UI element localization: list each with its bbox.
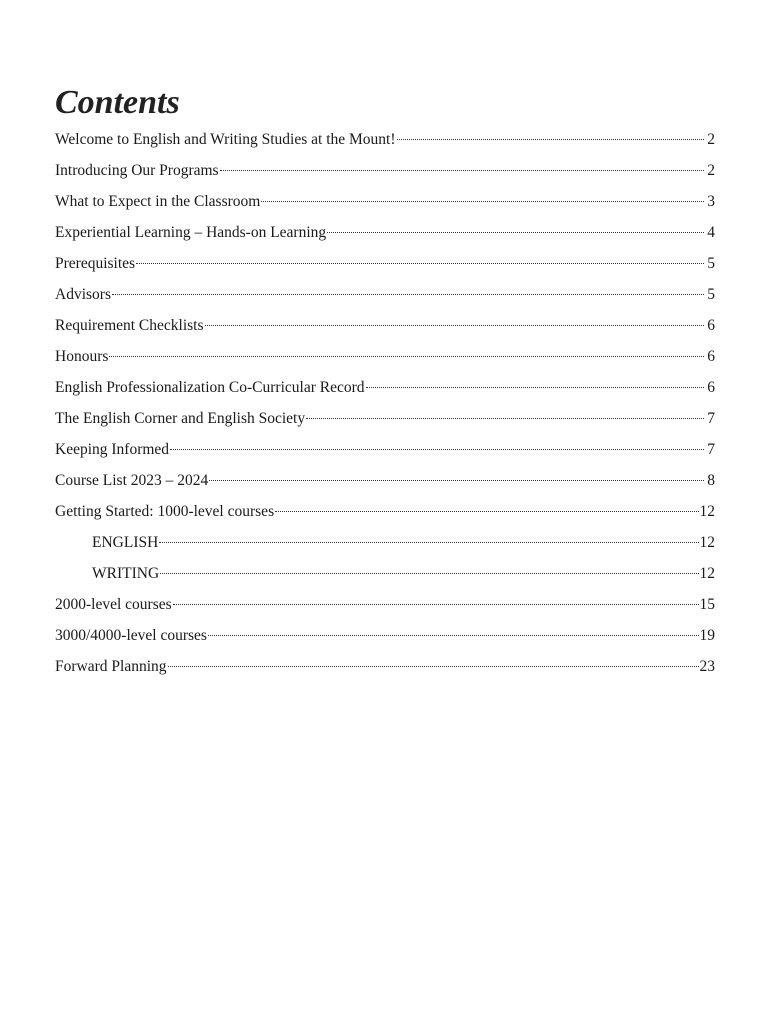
toc-dot-leader	[261, 201, 704, 202]
toc-page-number: 23	[699, 658, 715, 675]
toc-entry[interactable]	[55, 527, 715, 558]
toc-entry[interactable]	[55, 217, 715, 248]
toc-entry[interactable]	[55, 465, 715, 496]
toc-entry-title: ENGLISH	[92, 534, 159, 551]
toc-dot-leader	[160, 573, 698, 574]
toc-page-number: 4	[707, 224, 715, 241]
toc-page-number: 7	[707, 410, 715, 427]
contents-heading: Contents	[55, 84, 180, 121]
toc-dot-leader	[205, 325, 704, 326]
toc-entry[interactable]	[55, 341, 715, 372]
toc-page-number: 19	[699, 627, 715, 644]
toc-page-number: 12	[699, 565, 715, 582]
toc-dot-leader	[109, 356, 704, 357]
toc-page-number: 8	[707, 472, 715, 489]
toc-page-number: 6	[707, 317, 715, 334]
toc-entry-title: The English Corner and English Society	[55, 410, 306, 427]
toc-dot-leader	[208, 635, 699, 636]
toc-dot-leader	[173, 604, 699, 605]
toc-page-number: 6	[707, 379, 715, 396]
toc-page-number: 5	[707, 255, 715, 272]
toc-entry-title: Requirement Checklists	[55, 317, 204, 334]
toc-page-number: 12	[699, 534, 715, 551]
toc-page-number: 6	[707, 348, 715, 365]
toc-entry-title: Getting Started: 1000-level courses	[55, 503, 275, 520]
toc-entry[interactable]	[55, 434, 715, 465]
toc-entry-title: English Professionalization Co-Curricular Record	[55, 379, 365, 396]
toc-entry-title: What to Expect in the Classroom	[55, 193, 261, 210]
toc-entry-title: Course List 2023 – 2024	[55, 472, 209, 489]
toc-page-number: 15	[699, 596, 715, 613]
toc-dot-leader	[220, 170, 704, 171]
toc-entry[interactable]	[55, 155, 715, 186]
toc-entry[interactable]	[55, 248, 715, 279]
toc-dot-leader	[112, 294, 704, 295]
toc-dot-leader	[327, 232, 704, 233]
toc-page-number: 12	[699, 503, 715, 520]
toc-page-number: 3	[707, 193, 715, 210]
toc-entry[interactable]	[55, 186, 715, 217]
table-of-contents	[55, 124, 715, 682]
toc-dot-leader	[397, 139, 704, 140]
toc-dot-leader	[170, 449, 704, 450]
toc-entry-title: Honours	[55, 348, 109, 365]
toc-entry[interactable]	[55, 124, 715, 155]
toc-entry[interactable]	[55, 496, 715, 527]
toc-entry[interactable]	[55, 651, 715, 682]
toc-dot-leader	[136, 263, 704, 264]
toc-entry-title: Experiential Learning – Hands-on Learning	[55, 224, 327, 241]
toc-entry[interactable]	[55, 279, 715, 310]
toc-page-number: 2	[707, 131, 715, 148]
toc-entry[interactable]	[55, 372, 715, 403]
toc-dot-leader	[275, 511, 698, 512]
toc-entry[interactable]	[55, 558, 715, 589]
toc-page-number: 7	[707, 441, 715, 458]
toc-entry-title: 2000-level courses	[55, 596, 172, 613]
toc-entry-title: Prerequisites	[55, 255, 136, 272]
toc-entry-title: Forward Planning	[55, 658, 167, 675]
toc-page-number: 5	[707, 286, 715, 303]
toc-entry-title: Introducing Our Programs	[55, 162, 219, 179]
toc-entry-title: Keeping Informed	[55, 441, 170, 458]
toc-entry[interactable]	[55, 403, 715, 434]
toc-entry-title: 3000/4000-level courses	[55, 627, 207, 644]
toc-entry[interactable]	[55, 589, 715, 620]
toc-dot-leader	[159, 542, 698, 543]
toc-entry-title: Advisors	[55, 286, 111, 303]
toc-dot-leader	[306, 418, 704, 419]
toc-dot-leader	[168, 666, 699, 667]
toc-entry-title: WRITING	[92, 565, 160, 582]
toc-entry[interactable]	[55, 620, 715, 651]
toc-page-number: 2	[707, 162, 715, 179]
toc-dot-leader	[366, 387, 704, 388]
toc-dot-leader	[209, 480, 704, 481]
toc-entry-title: Welcome to English and Writing Studies at the Mount!	[55, 131, 396, 148]
toc-entry[interactable]	[55, 310, 715, 341]
